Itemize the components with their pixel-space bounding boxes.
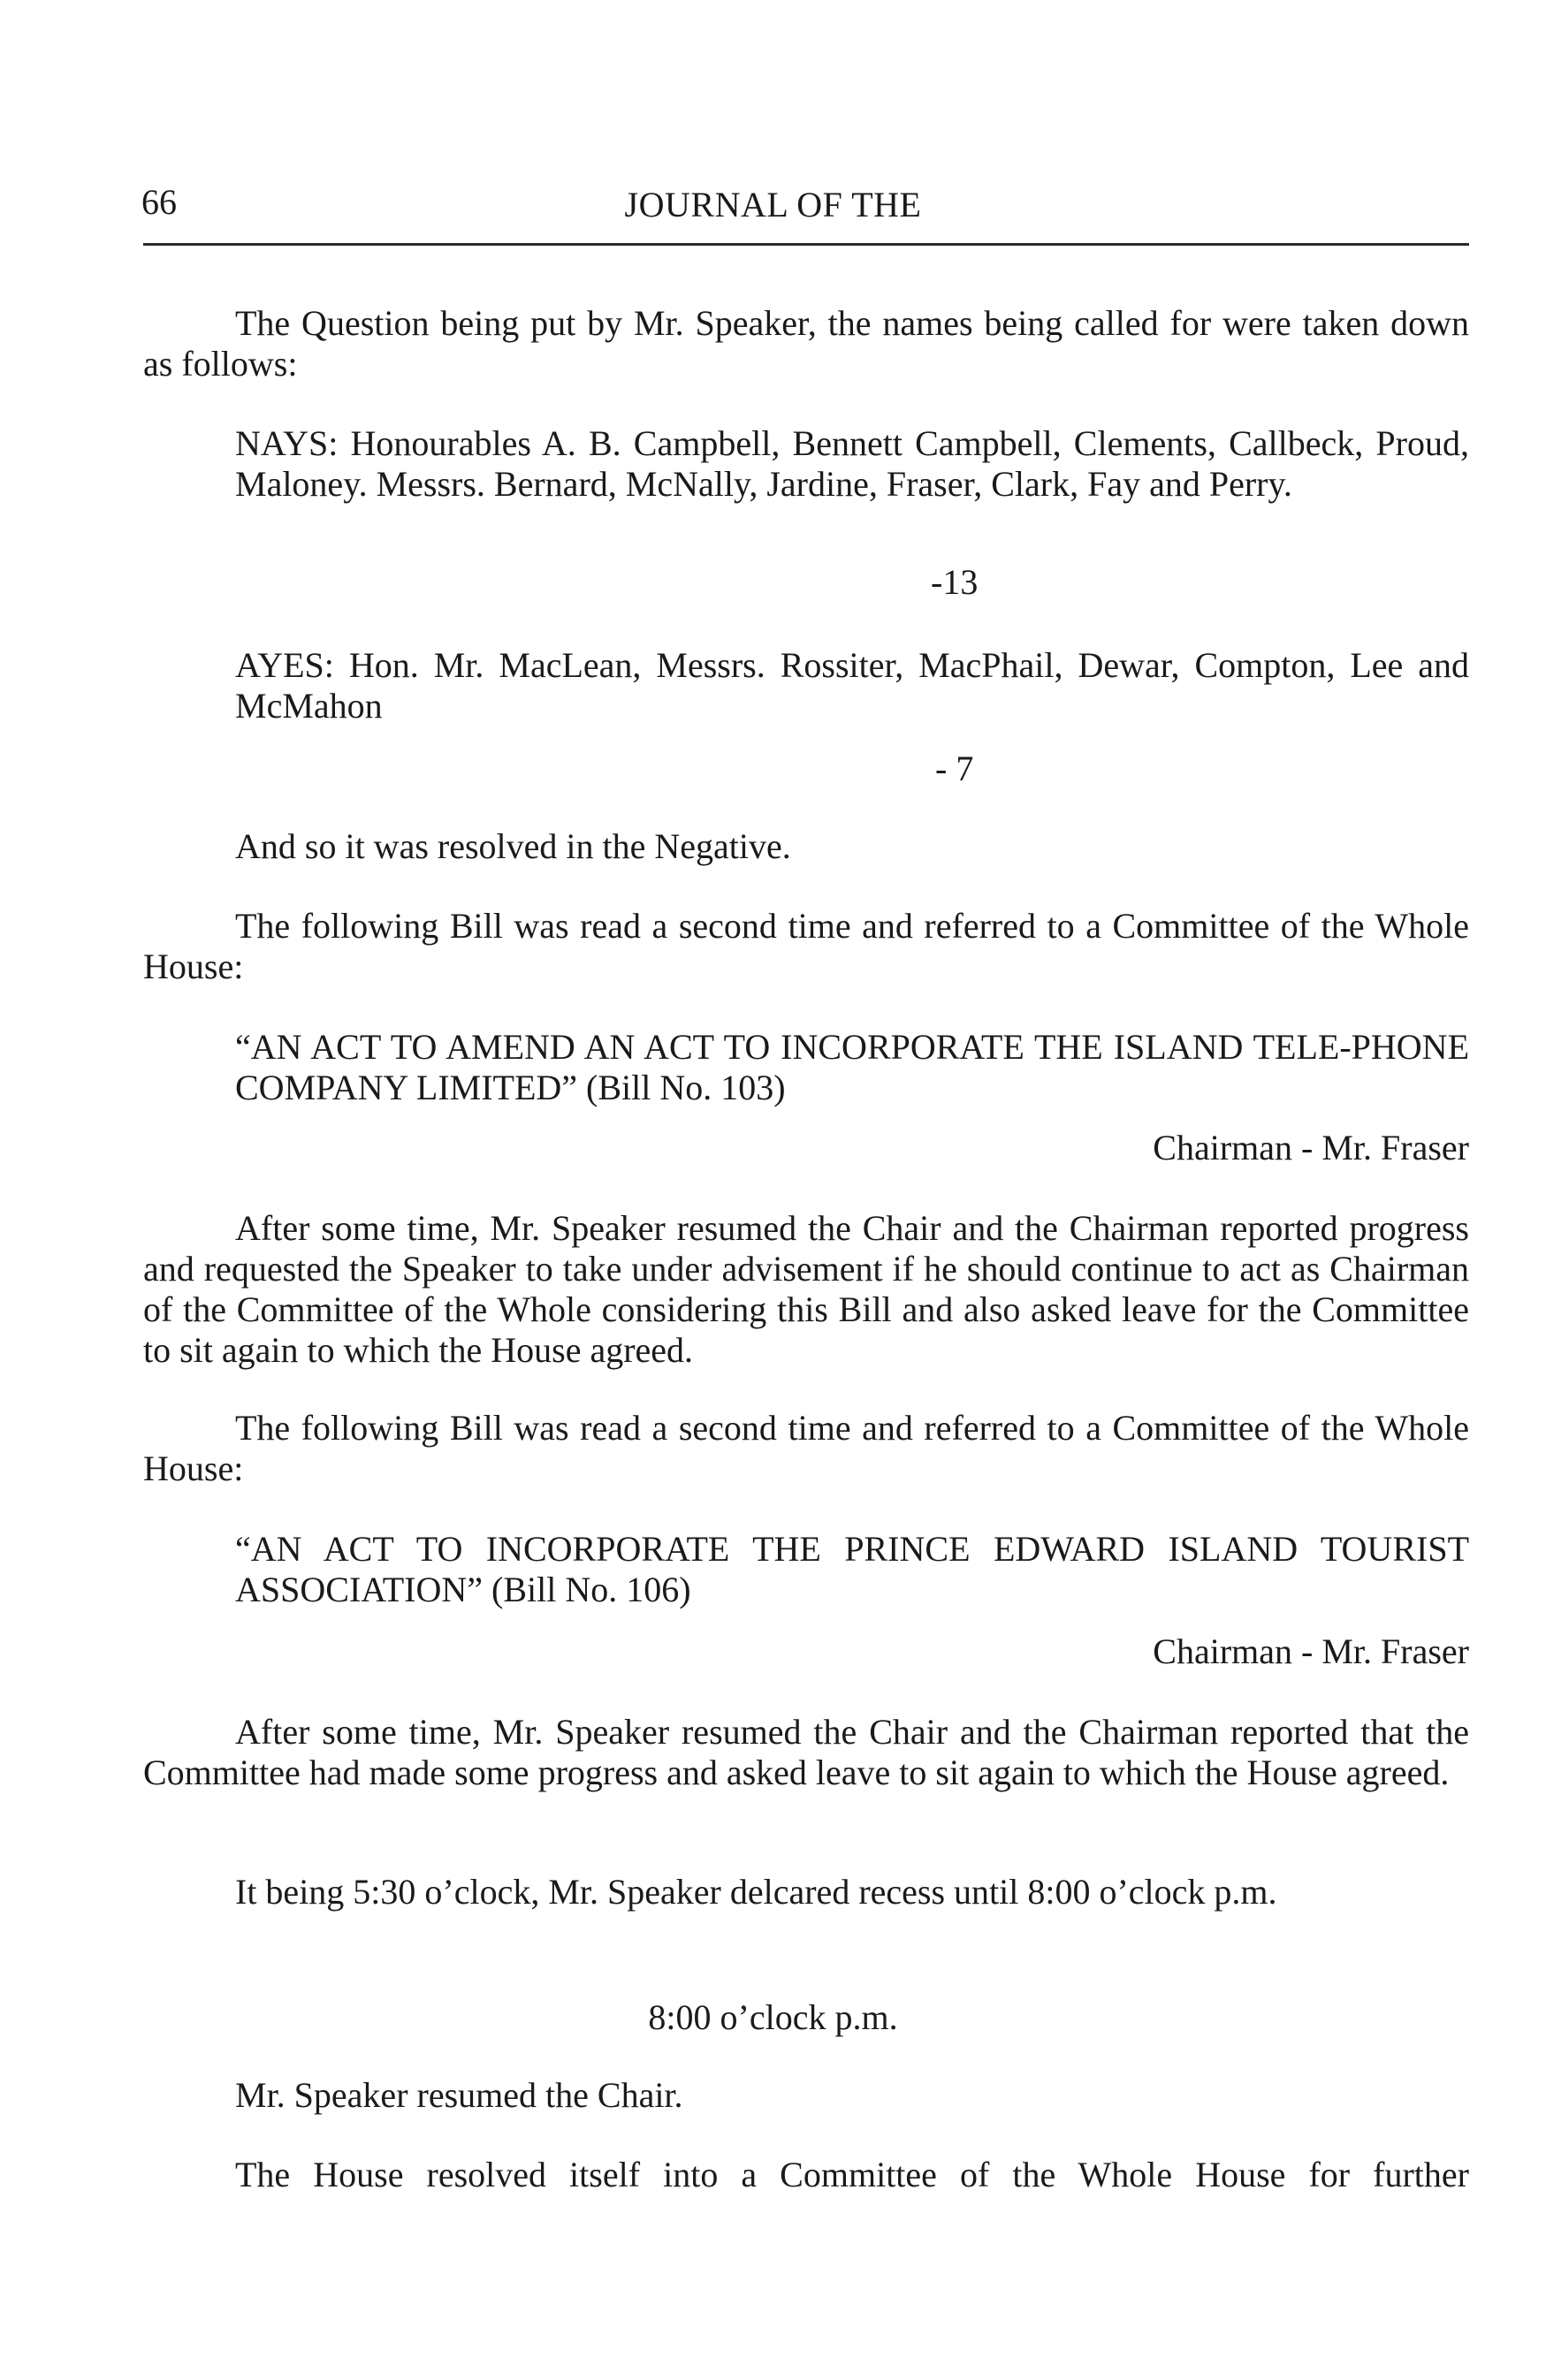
evening-session-time: 8:00 o’clock p.m. — [648, 1997, 898, 2037]
resumed-paragraph — [235, 2075, 1469, 2116]
committee-paragraph — [143, 2155, 1469, 2195]
bill2-report-paragraph — [143, 1712, 1469, 1793]
ayes-paragraph — [235, 645, 1469, 726]
resolved-text: And so it was resolved in the Negative. — [235, 826, 791, 866]
bill2-report-text: After some time, Mr. Speaker resumed the Chair and the Chairman reported that the Committee had made some progress and asked leave to sit again to which the House agreed. — [143, 1712, 1469, 1792]
nays-count: -13 — [931, 562, 979, 602]
bill2-intro-paragraph — [143, 1408, 1469, 1489]
bill2-chairman: Chairman - Mr. Fraser — [1153, 1631, 1469, 1671]
recess-text: It being 5:30 o’clock, Mr. Speaker delcared recess until 8:00 o’clock p.m. — [235, 1872, 1277, 1912]
bill1-chairman: Chairman - Mr. Fraser — [1153, 1128, 1469, 1167]
page-number: 66 — [141, 182, 177, 222]
bill1-intro-paragraph — [143, 906, 1469, 987]
bill1-title-paragraph — [235, 1027, 1469, 1108]
running-title: JOURNAL OF THE — [624, 185, 922, 224]
bill1-title-text: “AN ACT TO AMEND AN ACT TO INCORPORATE THE ISLAND TELE-PHONE COMPANY LIMITED” (Bill No. 103) — [235, 1027, 1469, 1107]
bill1-report-paragraph — [143, 1208, 1469, 1371]
committee-text: The House resolved itself into a Committee of the Whole House for further — [235, 2155, 1469, 2194]
ayes-text: AYES: Hon. Mr. MacLean, Messrs. Rossiter, MacPhail, Dewar, Compton, Lee and McMahon — [235, 645, 1469, 726]
resolved-paragraph — [235, 826, 1469, 867]
bill2-intro-text: The following Bill was read a second time and referred to a Committee of the Whole House: — [143, 1408, 1469, 1488]
bill1-intro-text: The following Bill was read a second time and referred to a Committee of the Whole House: — [143, 906, 1469, 986]
header-rule — [143, 243, 1469, 246]
resumed-text: Mr. Speaker resumed the Chair. — [235, 2075, 683, 2115]
question-text: The Question being put by Mr. Speaker, the names being called for were taken down as follows: — [143, 303, 1469, 384]
question-paragraph — [143, 303, 1469, 384]
bill2-title-text: “AN ACT TO INCORPORATE THE PRINCE EDWARD ISLAND TOURIST ASSOCIATION” (Bill No. 106) — [235, 1529, 1469, 1609]
nays-text: NAYS: Honourables A. B. Campbell, Bennett Campbell, Clements, Callbeck, Proud, Maloney. Messrs. Bernard, McNally, Jardine, Fraser, Clark, Fay and Perry. — [235, 423, 1469, 504]
bill1-report-text: After some time, Mr. Speaker resumed the Chair and the Chairman reported progress and requested the Speaker to take under advisement if he should continue to act as Chairman of the Committee of the Whole considering this Bill and also asked leave for the Committee to sit again to which the House agreed. — [143, 1208, 1469, 1370]
nays-paragraph — [235, 423, 1469, 505]
bill2-title-paragraph — [235, 1529, 1469, 1610]
recess-paragraph — [235, 1872, 1469, 1912]
ayes-count: - 7 — [935, 749, 974, 788]
